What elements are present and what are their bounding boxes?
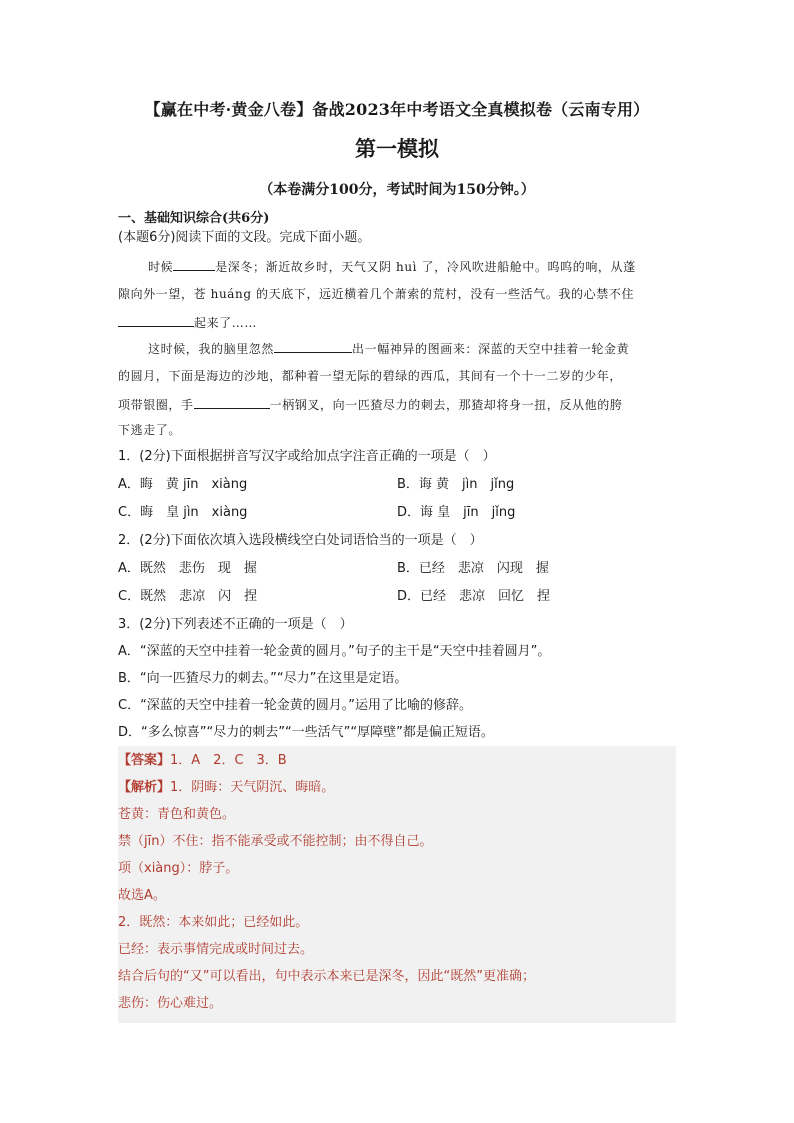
analysis-line [118,779,334,797]
passage-text: 是深冬；渐近故乡时，天气又阴 huì 了，冷风吹进船舱中。呜呜的响，从蓬 [215,260,636,274]
option-b[interactable]: B．“向一匹猹尽力的刺去。”“尽力”在这里是定语。 [118,671,408,686]
passage-text: 时候 [148,260,174,274]
question-stem: 1．(2分)下面根据拼音写汉字或给加点字注音正确的一项是（ ） [118,449,496,464]
question-stem: 3．(2分)下列表述不正确的一项是（ ） [118,617,353,632]
analysis-tag: 【解析】 [118,780,171,795]
passage-line [148,339,629,358]
analysis-line: 悲伤：伤心难过。 [118,996,223,1011]
fill-blank [118,313,194,327]
option-a[interactable]: A．既然 悲伤 现 握 [118,561,257,576]
option-d[interactable]: D．诲 皇 jīn jǐng [397,505,516,520]
analysis-line: 禁（jīn）不住：指不能承受或不能控制；由不得自己。 [118,834,433,849]
answer-tag: 【答案】 [118,753,171,768]
option-b[interactable]: B．诲 黄 jìn jǐng [397,477,515,492]
passage-text: 起来了…… [194,316,258,330]
option-d[interactable]: D．已经 悲凉 回忆 捏 [397,589,551,604]
option-d[interactable]: D．“多么惊喜”“尽力的刺去”“一些活气”“厚障壁”都是偏正短语。 [118,725,494,740]
passage-line [118,395,622,414]
passage-line [118,313,257,332]
answer-text: 1．A 2．C 3．B [170,753,287,768]
question-stem: 2．(2分)下面依次填入选段横线空白处词语恰当的一项是（ ） [118,533,483,548]
fill-blank [194,395,270,409]
fill-blank [173,257,215,271]
passage-text: 一柄钢叉，向一匹猹尽力的刺去，那猹却将身一扭，反从他的胯 [269,398,623,412]
passage-line [148,257,636,276]
option-c[interactable]: C．晦 皇 jìn xiàng [118,505,248,520]
section-heading: 一、基础知识综合(共6分) [118,211,270,226]
option-c[interactable]: C．既然 悲凉 闪 捏 [118,589,258,604]
answer-line [118,752,287,770]
fill-blank [274,339,352,353]
option-c[interactable]: C．“深蓝的天空中挂着一轮金黄的圆月。”运用了比喻的修辞。 [118,698,473,713]
section-intro: (本题6分)阅读下面的文段。完成下面小题。 [118,230,371,245]
analysis-line: 结合后句的“又”可以看出，句中表示本来已是深冬，因此“既然”更准确； [118,969,535,984]
analysis-line: 已经：表示事情完成或时间过去。 [118,942,314,957]
option-a[interactable]: A．晦 黄 jīn xiàng [118,477,248,492]
passage-line: 的圆月，下面是海边的沙地，都种着一望无际的碧绿的西瓜，其间有一个十一二岁的少年， [118,369,623,383]
analysis-line: 故选A。 [118,888,166,903]
passage-text: 出一幅神异的图画来：深蓝的天空中挂着一轮金黄 [352,342,630,356]
analysis-line: 项（xiàng）：脖子。 [118,861,239,876]
passage-text: 项带银圈，手 [118,398,194,412]
analysis-line: 2．既然：本来如此；已经如此。 [118,915,309,930]
analysis-text: 1．阴晦：天气阴沉、晦暗。 [170,780,335,795]
exam-note: （本卷满分100分，考试时间为150分钟。） [259,182,535,198]
option-b[interactable]: B．已经 悲凉 闪现 握 [397,561,549,576]
document-subtitle: 第一模拟 [355,136,439,161]
passage-line: 隙向外一望，苍 huáng 的天底下，远近横着几个萧索的荒村，没有一些活气。我的心禁不住 [118,287,635,301]
passage-text: 这时候，我的脑里忽然 [148,342,275,356]
document-title: 【赢在中考·黄金八卷】备战2023年中考语文全真模拟卷（云南专用） [144,100,650,119]
analysis-line: 苍黄：青色和黄色。 [118,807,236,822]
option-a[interactable]: A．“深蓝的天空中挂着一轮金黄的圆月。”句子的主干是“天空中挂着圆月”。 [118,644,551,659]
passage-line: 下逃走了。 [118,423,182,437]
